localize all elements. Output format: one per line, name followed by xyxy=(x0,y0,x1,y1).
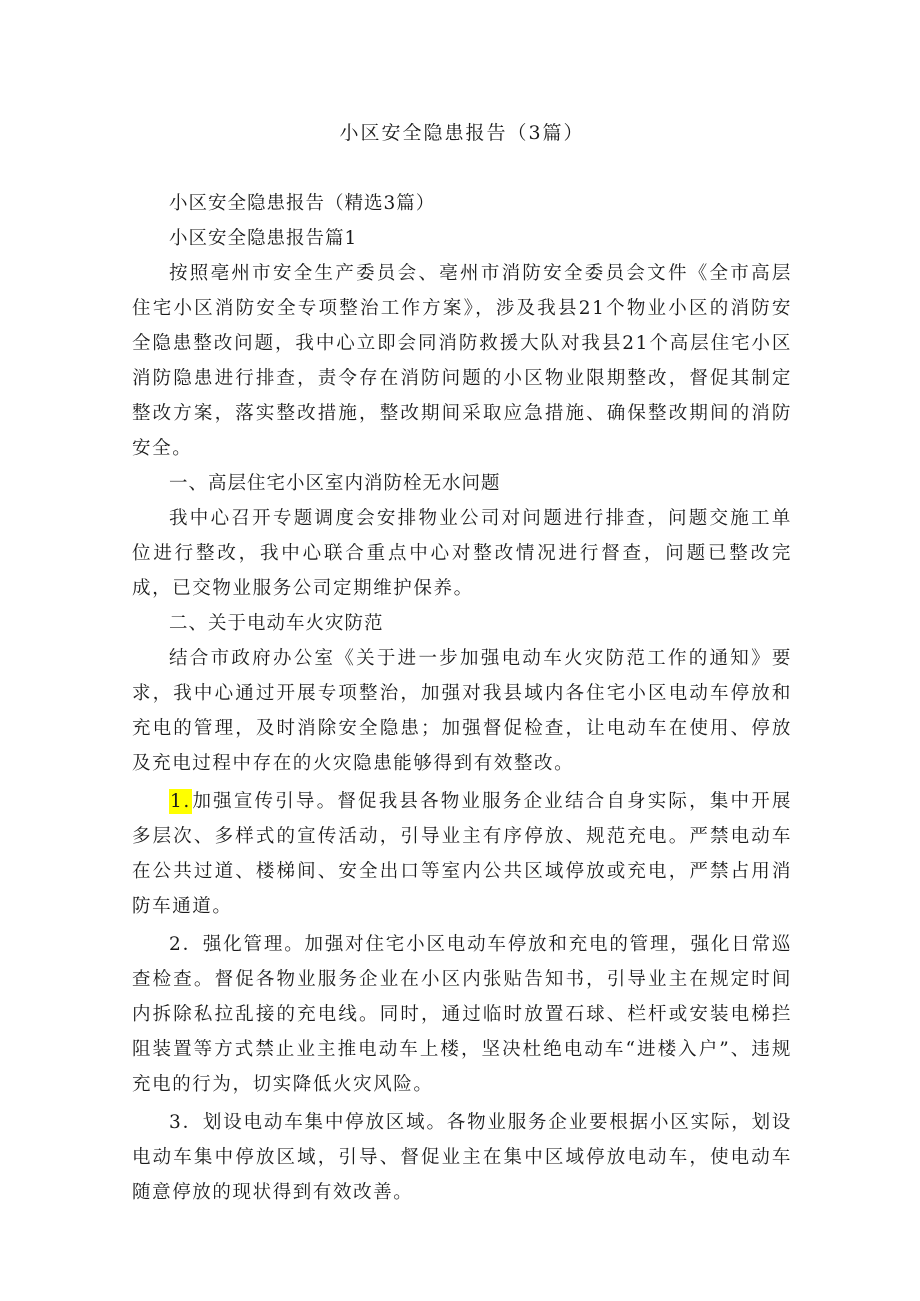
section2-paragraph: 结合市政府办公室《关于进一步加强电动车火灾防范工作的通知》要求，我中心通过开展专项整治，加强对我县域内各住宅小区电动车停放和充电的管理，及时消除安全隐患；加强督促检查，让电动车在使用、停放及充电过程中存在的火灾隐患能够得到有效整改。 xyxy=(132,648,792,774)
document-title: 小区安全隐患报告（3篇） xyxy=(339,122,585,144)
item2-paragraph: 2．强化管理。加强对住宅小区电动车停放和充电的管理，强化日常巡查检查。督促各物业服务企业在小区内张贴告知书，引导业主在规定时间内拆除私拉乱接的充电线。同时，通过临时放置石球、栏杆或安装电梯拦阻装置等方式禁止业主推电动车上楼，坚决杜绝电动车“进楼入户”、违规充电的行为，切实降低火灾风险。 xyxy=(132,934,792,1095)
section1-heading: 一、高层住宅小区室内消防栓无水问题 xyxy=(169,473,501,494)
section2-heading: 二、关于电动车火灾防范 xyxy=(169,613,384,634)
chapter-heading: 小区安全隐患报告篇1 xyxy=(169,228,358,249)
item3-paragraph: 3．划设电动车集中停放区域。各物业服务企业要根据小区实际，划设电动车集中停放区域，引导、督促业主在集中区域停放电动车，使电动车随意停放的现状得到有效改善。 xyxy=(132,1112,792,1203)
highlighted-item-number: 1. xyxy=(170,791,191,812)
item1-paragraph xyxy=(132,784,792,924)
intro-paragraph: 按照亳州市安全生产委员会、亳州市消防安全委员会文件《全市高层住宅小区消防安全专项整治工作方案》，涉及我县21个物业小区的消防安全隐患整改问题，我中心立即会同消防救援大队对我县21个高层住宅小区消防隐患进行排查，责令存在消防问题的小区物业限期整改，督促其制定整改方案，落实整改措施，整改期间采取应急措施、确保整改期间的消防安全。 xyxy=(132,263,792,459)
section1-paragraph: 我中心召开专题调度会安排物业公司对问题进行排查，问题交施工单位进行整改，我中心联合重点中心对整改情况进行督查，问题已整改完成，已交物业服务公司定期维护保养。 xyxy=(132,508,792,599)
document-subtitle: 小区安全隐患报告（精选3篇） xyxy=(169,193,436,214)
item1-text: 加强宣传引导。督促我县各物业服务企业结合自身实际，集中开展多层次、多样式的宣传活动，引导业主有序停放、规范充电。严禁电动车在公共过道、楼梯间、安全出口等室内公共区域停放或充电，严禁占用消防车通道。 xyxy=(132,791,792,917)
